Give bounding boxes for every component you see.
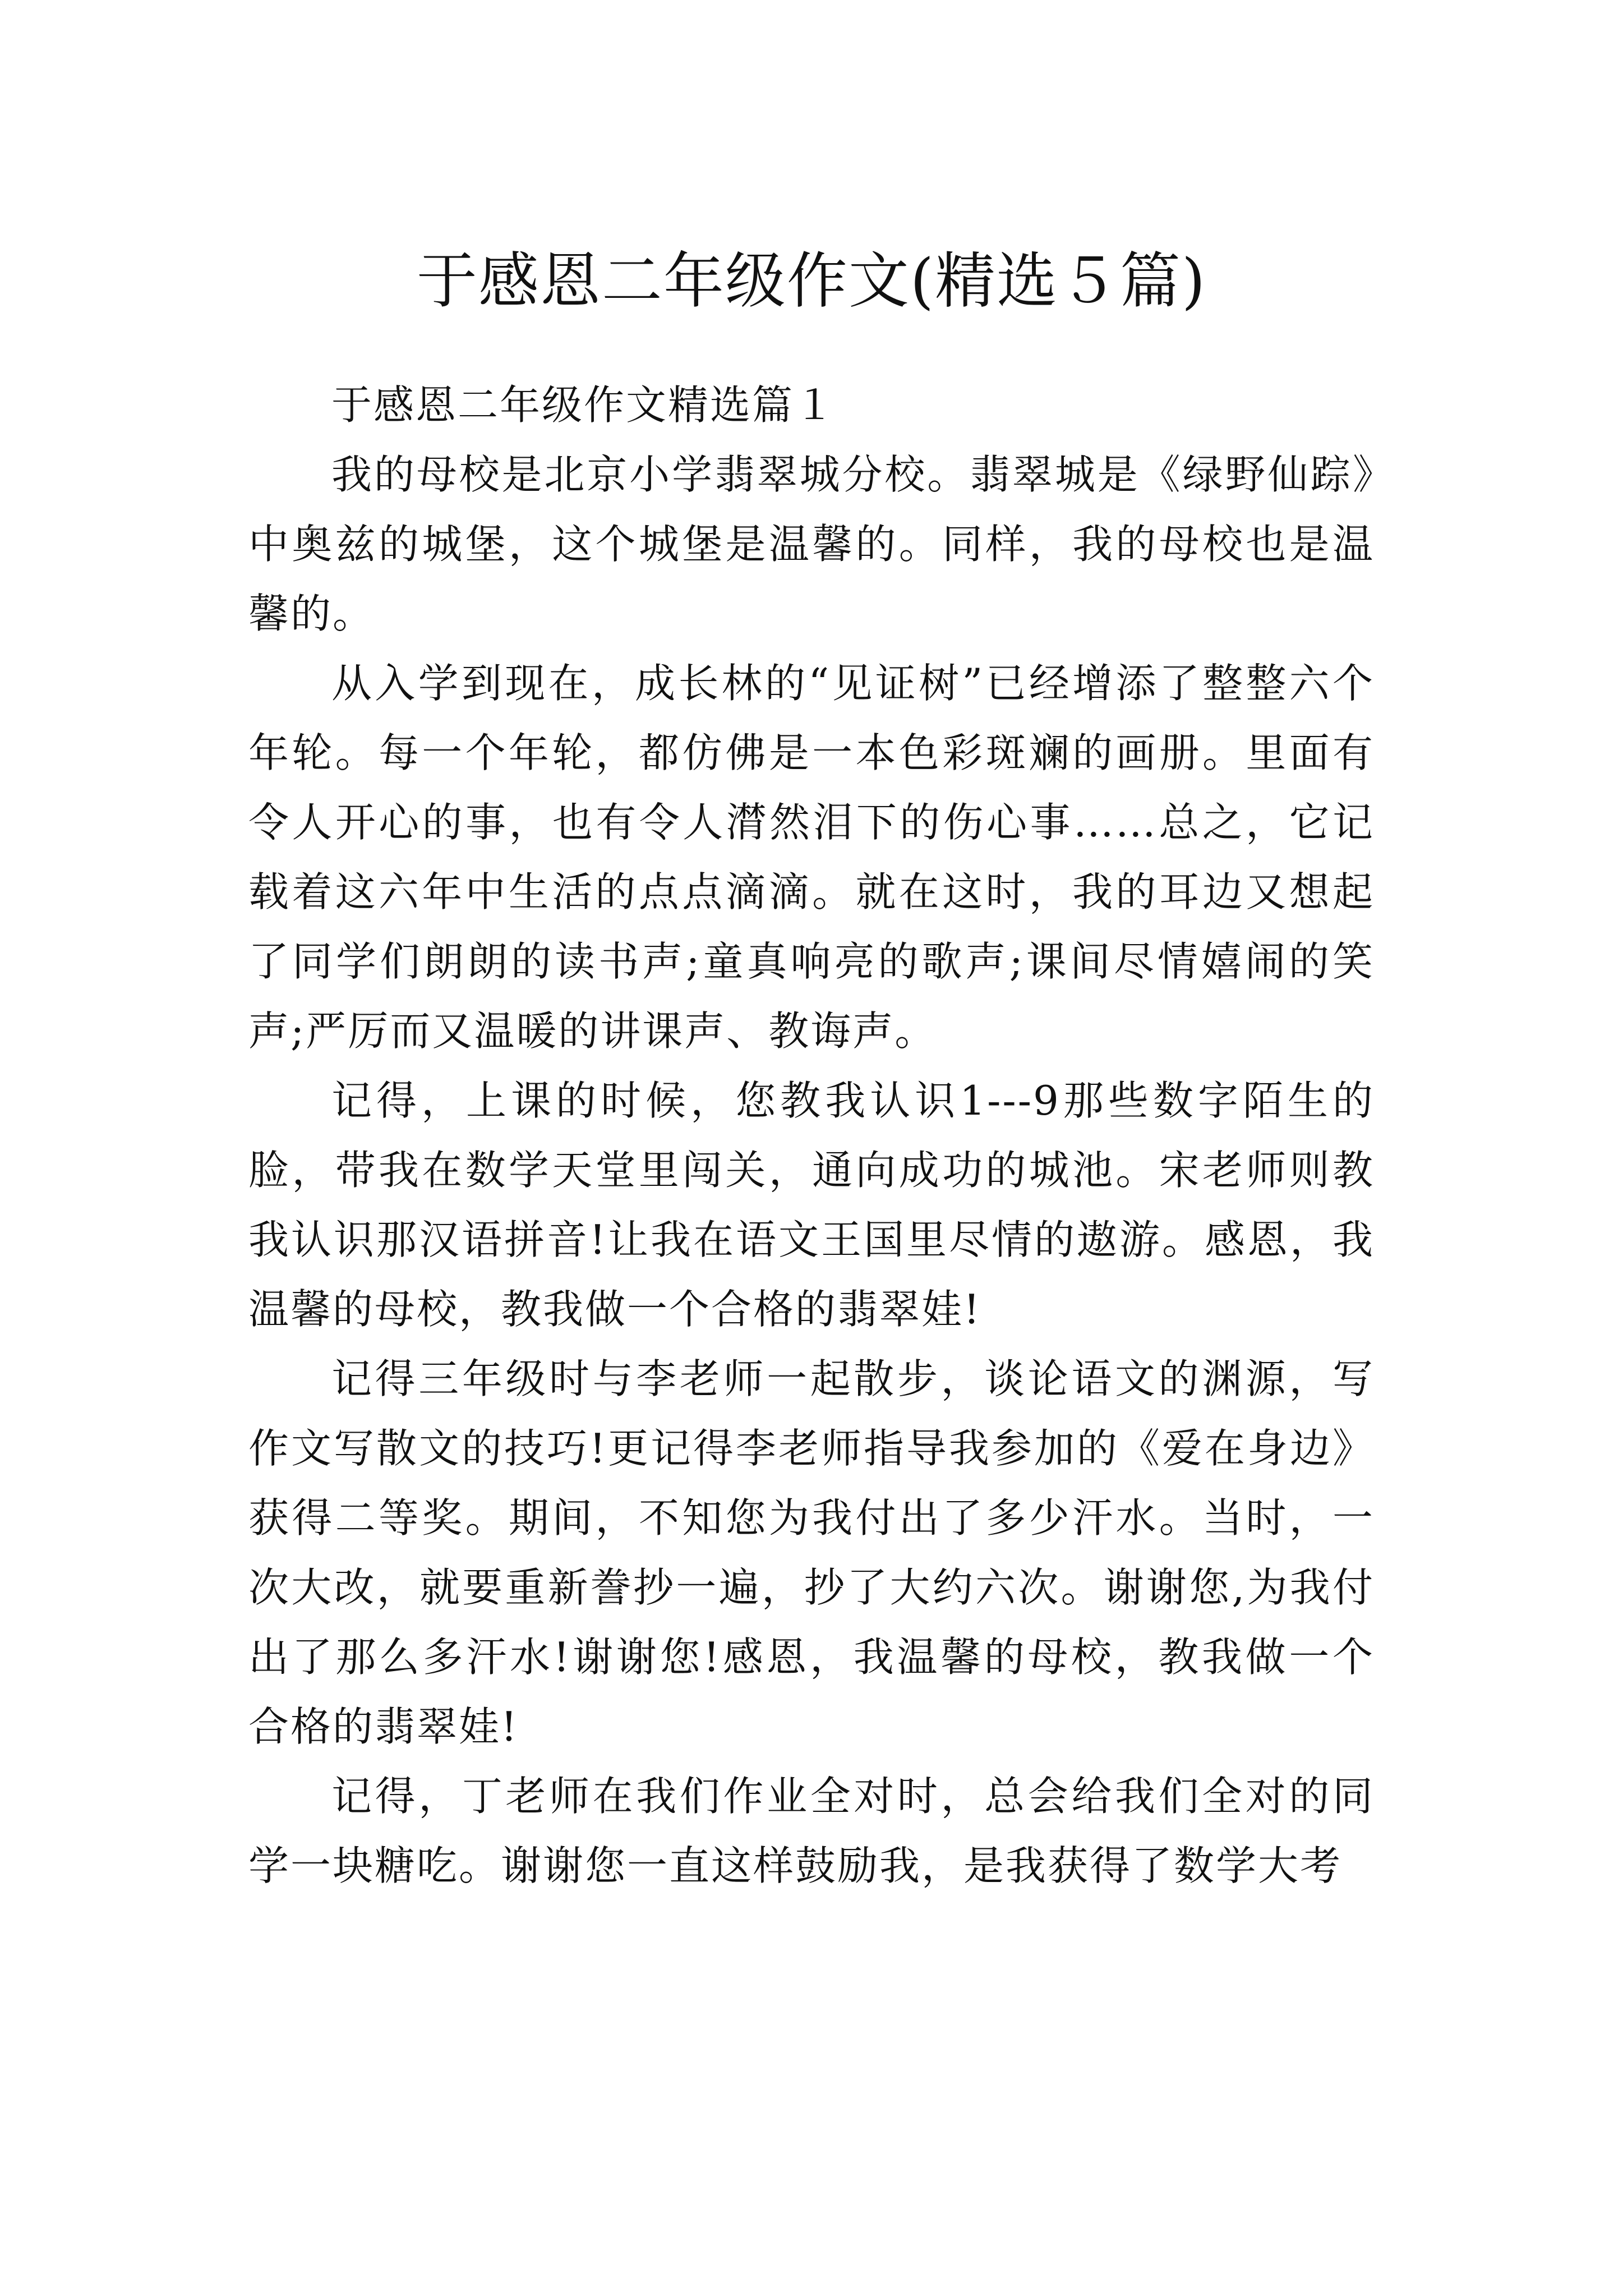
paragraph-2: 从入学到现在，成长林的“见证树”已经增添了整整六个年轮。每一个年轮，都仿佛是一本色彩斑斓的画册。里面有令人开心的事，也有令人潸然泪下的伤心事……总之，它记载着这六年中生活的点点滴滴。就在这时，我的耳边又想起了同学们朗朗的读书声;童真响亮的歌声;课间尽情嬉闹的笑声;严厉而又温暖的讲课声、教诲声。 bbox=[248, 660, 1375, 1055]
paragraph-4: 记得三年级时与李老师一起散步，谈论语文的渊源，写作文写散文的技巧!更记得李老师指导我参加的《爱在身边》获得二等奖。期间，不知您为我付出了多少汗水。当时，一次大改，就要重新誊抄一遍，抄了大约六次。谢谢您,为我付出了那么多汗水!谢谢您!感恩，我温馨的母校，教我做一个合格的翡翠娃! bbox=[248, 1355, 1375, 1750]
paragraph-5: 记得，丁老师在我们作业全对时，总会给我们全对的同学一块糖吃。谢谢您一直这样鼓励我，是我获得了数学大考 bbox=[248, 1773, 1375, 1889]
section-heading: 于感恩二年级作文精选篇１ bbox=[331, 381, 837, 429]
paragraph-3: 记得，上课的时候，您教我认识1---9那些数字陌生的脸，带我在数学天堂里闯关，通向成功的城池。宋老师则教我认识那汉语拼音!让我在语文王国里尽情的遨游。感恩，我温馨的母校，教我做一个合格的翡翠娃! bbox=[248, 1077, 1375, 1333]
paragraph-1: 我的母校是北京小学翡翠城分校。翡翠城是《绿野仙踪》中奥兹的城堡，这个城堡是温馨的。同样，我的母校也是温馨的。 bbox=[248, 451, 1375, 637]
document-title: 于感恩二年级作文(精选５篇) bbox=[416, 246, 1207, 317]
document-body bbox=[248, 370, 1375, 1901]
